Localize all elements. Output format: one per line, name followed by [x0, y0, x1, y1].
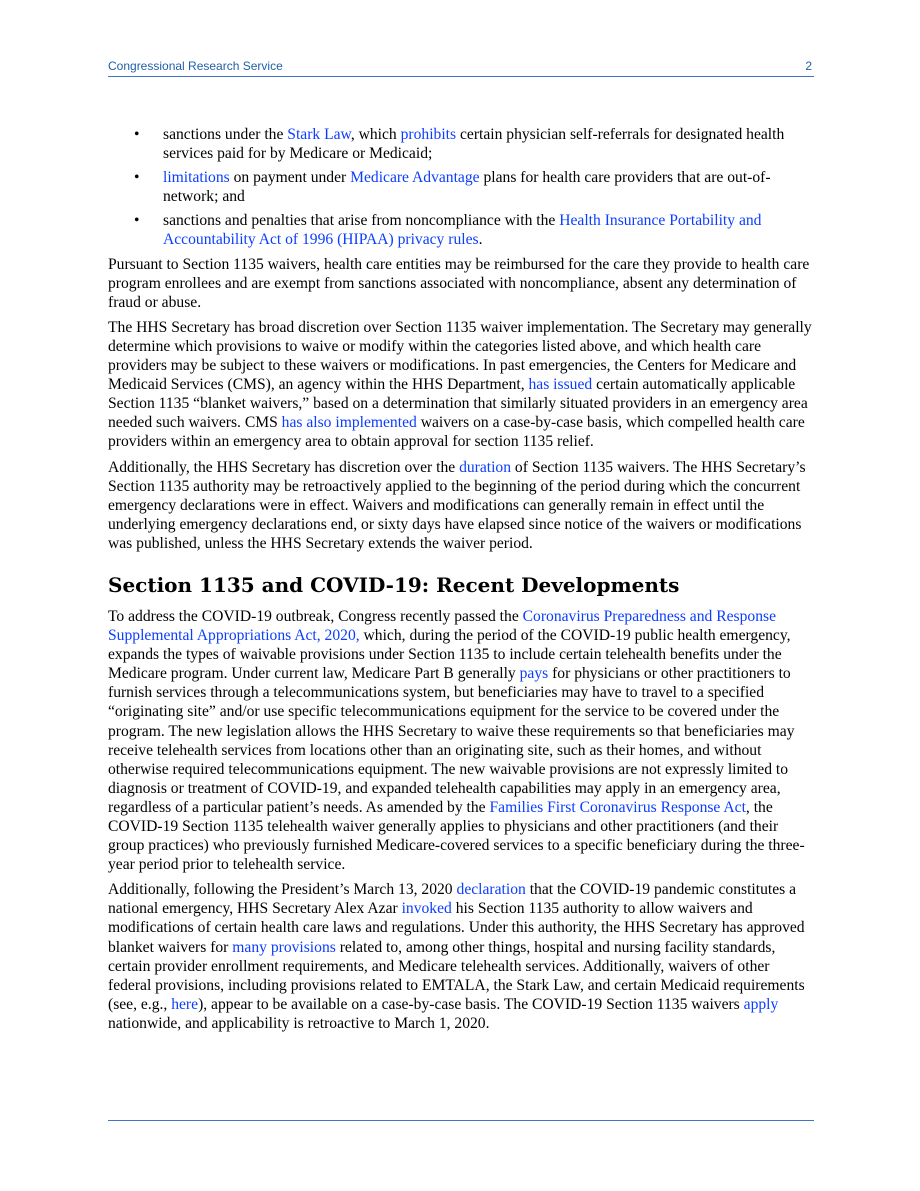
link-apply[interactable]: apply — [743, 995, 779, 1013]
list-item — [108, 168, 814, 206]
text: . — [478, 231, 483, 249]
link-has-issued[interactable]: has issued — [528, 376, 593, 394]
text: , the COVID-19 Section 1135 telehealth waiver generally applies to physicians and other practitioners (and their group practices) who previously furnished Medicare-covered services to a specific beneficiary during the three-year period prior to telehealth service. — [108, 798, 805, 874]
text: waivers on a case-by-case basis, which compelled health care providers within an emergency area to obtain approval for section 1135 relief. — [108, 414, 805, 451]
page-header — [108, 58, 814, 77]
paragraph: Pursuant to Section 1135 waivers, health care entities may be reimbursed for the care they provide to health care program enrollees and are exempt from sanctions associated with noncompliance, absent any determination of fraud or abuse. — [108, 255, 810, 311]
paragraph — [108, 880, 814, 1033]
text: sanctions and penalties that arise from noncompliance with the — [163, 212, 560, 230]
text: certain automatically applicable Section 1135 “blanket waivers,” based on a determination that similarly situated providers in an emergency area needed such waivers. CMS — [108, 376, 808, 432]
text: Additionally, the HHS Secretary has discretion over the — [108, 458, 460, 476]
text: certain physician self-referrals for designated health services paid for by Medicare or Medicaid; — [163, 126, 785, 163]
bullet-icon: • — [134, 126, 140, 143]
paragraph — [108, 458, 814, 553]
footer-divider — [108, 1120, 814, 1121]
text: Additionally, following the President’s March 13, 2020 — [108, 881, 457, 899]
list-item — [108, 125, 814, 163]
page-number: 2 — [805, 59, 812, 73]
text: The HHS Secretary has broad discretion over Section 1135 waiver implementation. The Secretary may generally determine which provisions to waive or modify within the categories listed above, and which health care providers may be subject to these waivers or modifications. In past emergencies, the Centers for Medicare and Medicaid Services (CMS), an agency within the HHS Department, — [108, 318, 812, 394]
text: his Section 1135 authority to allow waivers and modifications of certain health care laws and regulations. Under this authority, the HHS Secretary has approved blanket waivers for — [108, 900, 805, 956]
link-pays[interactable]: pays — [519, 665, 549, 683]
link-here[interactable]: here — [171, 995, 199, 1013]
link-stark-law[interactable]: Stark Law — [287, 126, 351, 143]
document-body — [108, 125, 814, 1039]
bullet-icon: • — [134, 212, 140, 230]
list-item — [108, 211, 814, 249]
text: sanctions under the — [163, 126, 288, 143]
text: of Section 1135 waivers. The HHS Secretary’s Section 1135 authority may be retroactively applied to the beginning of the period during which the concurrent emergency declarations were in effect. Waivers and modifications can generally remain in effect until the underlying emergency declarations end, or sixty days have elapsed since notice of the waivers or modifications was published, unless the HHS Secretary extends the waiver period. — [108, 458, 806, 552]
text: for physicians or other practitioners to furnish services through a telecommunications system, but beneficiaries may have to travel to a specified “originating site” and/or use specific telecommunications equipment for the service to be covered under the program. The new legislation allows the HHS Secretary to waive these requirements so that beneficiaries may receive telehealth services from locations other than an originating site, such as their homes, and without otherwise required telecommunications equipment. The new waivable provisions are not expressly limited to diagnosis or treatment of COVID-19, and expanded telehealth capabilities may apply in an emergency area, regardless of a particular patient’s needs. As amended by the — [108, 665, 795, 816]
bullet-list — [108, 125, 814, 250]
link-duration[interactable]: duration — [459, 458, 512, 476]
link-many-provisions[interactable]: many provisions — [232, 938, 336, 956]
text: plans for health care providers that are out-of-network; and — [163, 169, 771, 206]
link-hipaa[interactable]: Health Insurance Portability and Accountability Act of 1996 (HIPAA) privacy rules — [163, 212, 762, 249]
text: on payment under — [229, 169, 351, 187]
text: related to, among other things, hospital and nursing facility standards, certain provider enrollment requirements, and Medicare telehealth services. Additionally, waivers of other federal provisions, including provisions related to EMTALA, the Stark Law, and certain Medicaid requirements (see, e.g., — [108, 938, 805, 1013]
link-coronavirus-act[interactable]: Coronavirus Preparedness and Response Supplemental Appropriations Act, 2020, — [108, 607, 776, 645]
header-title: Congressional Research Service — [108, 59, 283, 73]
link-medicare-advantage[interactable]: Medicare Advantage — [350, 169, 480, 187]
link-declaration[interactable]: declaration — [456, 881, 526, 899]
paragraph — [108, 607, 814, 874]
paragraph — [108, 318, 814, 452]
link-prohibits[interactable]: prohibits — [400, 126, 457, 143]
section-heading: Section 1135 and COVID-19: Recent Developments — [108, 572, 680, 597]
bullet-icon: • — [134, 169, 140, 187]
text: , which — [350, 126, 401, 143]
text: ), appear to be available on a case-by-case basis. The COVID-19 Section 1135 waivers — [198, 995, 744, 1013]
link-has-also-implemented[interactable]: has also implemented — [281, 414, 417, 432]
link-invoked[interactable]: invoked — [401, 900, 452, 918]
text: that the COVID-19 pandemic constitutes a national emergency, HHS Secretary Alex Azar — [108, 881, 797, 918]
link-families-first[interactable]: Families First Coronavirus Response Act — [489, 798, 746, 816]
text: which, during the period of the COVID-19 public health emergency, expands the types of waivable provisions under Section 1135 to include certain telehealth benefits under the Medicare program. Under current law, Medicare Part B generally — [108, 627, 791, 683]
text: nationwide, and applicability is retroactive to March 1, 2020. — [108, 1014, 490, 1032]
link-limitations[interactable]: limitations — [163, 169, 230, 187]
text: To address the COVID-19 outbreak, Congress recently passed the — [108, 607, 523, 625]
